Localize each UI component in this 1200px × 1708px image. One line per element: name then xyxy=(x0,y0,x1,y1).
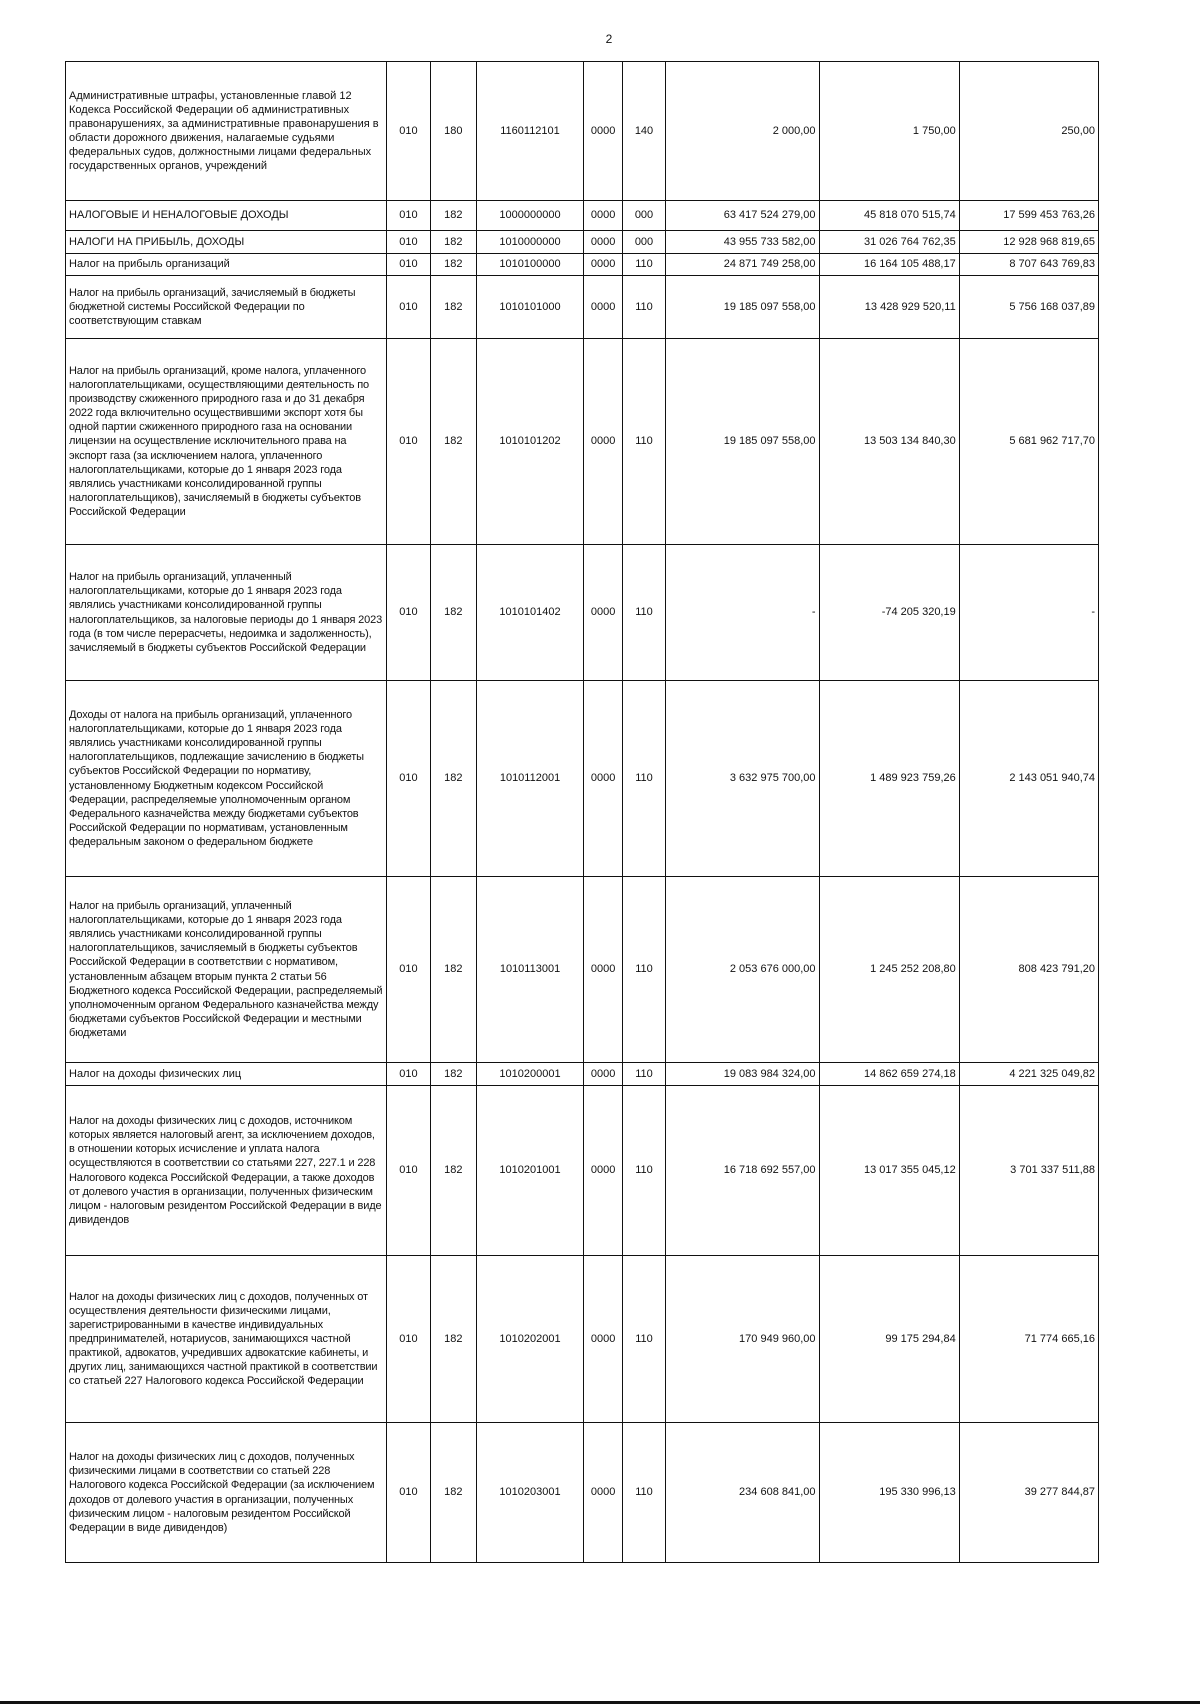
row-value-1: 170 949 960,00 xyxy=(666,1256,819,1423)
row-name: Налог на доходы физических лиц xyxy=(66,1063,387,1086)
row-code-3: 1010101402 xyxy=(476,545,584,681)
row-name: НАЛОГОВЫЕ И НЕНАЛОГОВЫЕ ДОХОДЫ xyxy=(66,201,387,231)
row-code-2: 182 xyxy=(431,681,476,877)
row-code-1: 010 xyxy=(386,62,430,201)
row-value-2: 13 503 134 840,30 xyxy=(819,339,959,545)
row-code-1: 010 xyxy=(386,231,430,254)
row-code-2: 182 xyxy=(431,545,476,681)
table-row xyxy=(66,1423,1099,1563)
row-code-3: 1010203001 xyxy=(476,1423,584,1563)
row-code-4: 0000 xyxy=(584,545,622,681)
row-value-3: 5 756 168 037,89 xyxy=(959,276,1098,339)
row-code-5: 110 xyxy=(622,1086,665,1256)
row-code-2: 182 xyxy=(431,201,476,231)
table-row xyxy=(66,231,1099,254)
table-row xyxy=(66,62,1099,201)
row-code-2: 182 xyxy=(431,877,476,1063)
row-value-1: 3 632 975 700,00 xyxy=(666,681,819,877)
row-value-1: 19 083 984 324,00 xyxy=(666,1063,819,1086)
row-value-1: - xyxy=(666,545,819,681)
row-code-4: 0000 xyxy=(584,1256,622,1423)
table-row xyxy=(66,545,1099,681)
row-code-1: 010 xyxy=(386,681,430,877)
row-value-3: 39 277 844,87 xyxy=(959,1423,1098,1563)
table-row xyxy=(66,1086,1099,1256)
row-code-2: 182 xyxy=(431,1063,476,1086)
row-value-2: 31 026 764 762,35 xyxy=(819,231,959,254)
table-row xyxy=(66,877,1099,1063)
row-code-3: 1000000000 xyxy=(476,201,584,231)
row-code-2: 182 xyxy=(431,254,476,276)
row-code-4: 0000 xyxy=(584,231,622,254)
row-code-2: 182 xyxy=(431,1423,476,1563)
row-name: НАЛОГИ НА ПРИБЫЛЬ, ДОХОДЫ xyxy=(66,231,387,254)
row-value-3: - xyxy=(959,545,1098,681)
row-code-1: 010 xyxy=(386,1063,430,1086)
row-value-3: 17 599 453 763,26 xyxy=(959,201,1098,231)
row-code-1: 010 xyxy=(386,1423,430,1563)
row-code-3: 1010113001 xyxy=(476,877,584,1063)
row-value-2: 99 175 294,84 xyxy=(819,1256,959,1423)
row-value-3: 12 928 968 819,65 xyxy=(959,231,1098,254)
row-value-2: 45 818 070 515,74 xyxy=(819,201,959,231)
row-name: Налог на доходы физических лиц с доходов, полученных физическими лицами в соответствии со статьей 228 Налогового кодекса Российской Федерации (за исключением доходов от долевого участия в организации, полученных физическим лицом - налоговым резидентом Российской Федерации в виде дивидендов) xyxy=(66,1423,387,1563)
row-code-2: 182 xyxy=(431,1086,476,1256)
row-value-3: 808 423 791,20 xyxy=(959,877,1098,1063)
row-code-5: 110 xyxy=(622,254,665,276)
row-code-4: 0000 xyxy=(584,681,622,877)
row-value-3: 3 701 337 511,88 xyxy=(959,1086,1098,1256)
scan-bottom-edge xyxy=(0,1701,1200,1704)
row-name: Налог на прибыль организаций xyxy=(66,254,387,276)
row-name: Налог на прибыль организаций, зачисляемый в бюджеты бюджетной системы Российской Федерации по соответствующим ставкам xyxy=(66,276,387,339)
row-code-4: 0000 xyxy=(584,276,622,339)
row-code-2: 182 xyxy=(431,339,476,545)
row-code-2: 182 xyxy=(431,1256,476,1423)
row-value-2: 13 428 929 520,11 xyxy=(819,276,959,339)
row-value-2: 1 489 923 759,26 xyxy=(819,681,959,877)
row-code-3: 1160112101 xyxy=(476,62,584,201)
row-value-2: -74 205 320,19 xyxy=(819,545,959,681)
row-code-4: 0000 xyxy=(584,62,622,201)
row-name: Налог на прибыль организаций, уплаченный налогоплательщиками, которые до 1 января 2023 года являлись участниками консолидированной группы налогоплательщиков, за налоговые периоды до 1 января 2023 года (в том числе перерасчеты, недоимка и задолженность), зачисляемый в бюджеты субъектов Российской Федерации xyxy=(66,545,387,681)
table-row xyxy=(66,681,1099,877)
row-value-1: 2 053 676 000,00 xyxy=(666,877,819,1063)
row-code-4: 0000 xyxy=(584,1086,622,1256)
row-value-2: 1 750,00 xyxy=(819,62,959,201)
table-row xyxy=(66,201,1099,231)
row-value-1: 19 185 097 558,00 xyxy=(666,276,819,339)
row-value-3: 250,00 xyxy=(959,62,1098,201)
row-code-4: 0000 xyxy=(584,201,622,231)
row-code-1: 010 xyxy=(386,1086,430,1256)
row-value-3: 71 774 665,16 xyxy=(959,1256,1098,1423)
row-code-4: 0000 xyxy=(584,339,622,545)
row-value-3: 5 681 962 717,70 xyxy=(959,339,1098,545)
row-code-2: 182 xyxy=(431,231,476,254)
row-value-1: 24 871 749 258,00 xyxy=(666,254,819,276)
page-number: 2 xyxy=(605,32,613,46)
row-code-1: 010 xyxy=(386,1256,430,1423)
row-code-1: 010 xyxy=(386,276,430,339)
row-code-2: 182 xyxy=(431,276,476,339)
row-value-2: 13 017 355 045,12 xyxy=(819,1086,959,1256)
row-code-4: 0000 xyxy=(584,877,622,1063)
row-code-3: 1010112001 xyxy=(476,681,584,877)
row-value-1: 19 185 097 558,00 xyxy=(666,339,819,545)
row-name: Налог на доходы физических лиц с доходов, источником которых является налоговый агент, за исключением доходов, в отношении которых исчисление и уплата налога осуществляются в соответствии со статьями 227, 227.1 и 228 Налогового кодекса Российской Федерации, а также доходов от долевого участия в организации, полученных физическим лицом - налоговым резидентом Российской Федерации в виде дивидендов xyxy=(66,1086,387,1256)
row-value-2: 16 164 105 488,17 xyxy=(819,254,959,276)
row-code-3: 1010200001 xyxy=(476,1063,584,1086)
table-row xyxy=(66,1063,1099,1086)
row-code-3: 1010201001 xyxy=(476,1086,584,1256)
table-row xyxy=(66,254,1099,276)
row-name: Налог на прибыль организаций, уплаченный налогоплательщиками, которые до 1 января 2023 года являлись участниками консолидированной группы налогоплательщиков, зачисляемый в бюджеты субъектов Российской Федерации в соответствии с нормативом, установленным абзацем вторым пункта 2 статьи 56 Бюджетного кодекса Российской Федерации, распределяемый уполномоченным органом Федерального казначейства между бюджетами субъектов Российской Федерации и местными бюджетами xyxy=(66,877,387,1063)
row-code-1: 010 xyxy=(386,201,430,231)
row-value-1: 2 000,00 xyxy=(666,62,819,201)
row-code-3: 1010101000 xyxy=(476,276,584,339)
row-code-3: 1010000000 xyxy=(476,231,584,254)
table-row xyxy=(66,1256,1099,1423)
row-code-1: 010 xyxy=(386,877,430,1063)
row-name: Налог на доходы физических лиц с доходов, полученных от осуществления деятельности физическими лицами, зарегистрированными в качестве индивидуальных предпринимателей, нотариусов, занимающихся частной практикой, адвокатов, учредивших адвокатские кабинеты, и других лиц, занимающихся частной практикой в соответствии со статьей 227 Налогового кодекса Российской Федерации xyxy=(66,1256,387,1423)
row-code-5: 110 xyxy=(622,1423,665,1563)
row-code-1: 010 xyxy=(386,339,430,545)
row-code-5: 110 xyxy=(622,276,665,339)
row-value-2: 14 862 659 274,18 xyxy=(819,1063,959,1086)
row-code-5: 140 xyxy=(622,62,665,201)
row-value-1: 63 417 524 279,00 xyxy=(666,201,819,231)
row-code-5: 110 xyxy=(622,545,665,681)
row-code-4: 0000 xyxy=(584,254,622,276)
row-code-1: 010 xyxy=(386,254,430,276)
row-value-1: 16 718 692 557,00 xyxy=(666,1086,819,1256)
row-value-2: 195 330 996,13 xyxy=(819,1423,959,1563)
row-code-5: 000 xyxy=(622,231,665,254)
row-value-2: 1 245 252 208,80 xyxy=(819,877,959,1063)
row-code-3: 1010101202 xyxy=(476,339,584,545)
row-code-5: 110 xyxy=(622,681,665,877)
row-code-5: 110 xyxy=(622,877,665,1063)
table-row xyxy=(66,339,1099,545)
row-code-5: 000 xyxy=(622,201,665,231)
row-code-3: 1010202001 xyxy=(476,1256,584,1423)
budget-revenue-table xyxy=(65,61,1099,1563)
row-code-5: 110 xyxy=(622,339,665,545)
row-value-1: 43 955 733 582,00 xyxy=(666,231,819,254)
row-code-4: 0000 xyxy=(584,1423,622,1563)
row-value-3: 4 221 325 049,82 xyxy=(959,1063,1098,1086)
row-code-1: 010 xyxy=(386,545,430,681)
row-code-4: 0000 xyxy=(584,1063,622,1086)
row-name: Налог на прибыль организаций, кроме налога, уплаченного налогоплательщиками, осуществляющими деятельность по производству сжиженного природного газа и до 31 декабря 2022 года включительно осуществившими экспорт хотя бы одной партии сжиженного природного газа на основании лицензии на осуществление исключительного права на экспорт газа (за исключением налога, уплаченного налогоплательщиками, которые до 1 января 2023 года являлись участниками консолидированной группы налогоплательщиков), зачисляемый в бюджеты субъектов Российской Федерации xyxy=(66,339,387,545)
row-value-3: 2 143 051 940,74 xyxy=(959,681,1098,877)
row-code-5: 110 xyxy=(622,1256,665,1423)
row-value-1: 234 608 841,00 xyxy=(666,1423,819,1563)
row-code-2: 180 xyxy=(431,62,476,201)
row-name: Доходы от налога на прибыль организаций, уплаченного налогоплательщиками, которые до 1 января 2023 года являлись участниками консолидированной группы налогоплательщиков, подлежащие зачислению в бюджеты субъектов Российской Федерации по нормативу, установленному Бюджетным кодексом Российской Федерации, распределяемые уполномоченным органом Федерального казначейства между бюджетами субъектов Российской Федерации по нормативам, установленным федеральным законом о федеральном бюджете xyxy=(66,681,387,877)
row-code-3: 1010100000 xyxy=(476,254,584,276)
row-code-5: 110 xyxy=(622,1063,665,1086)
row-name: Административные штрафы, установленные главой 12 Кодекса Российской Федерации об административных правонарушениях, за административные правонарушения в области дорожного движения, налагаемые судьями федеральных судов, должностными лицами федеральных государственных органов, учреждений xyxy=(66,62,387,201)
table-row xyxy=(66,276,1099,339)
row-value-3: 8 707 643 769,83 xyxy=(959,254,1098,276)
